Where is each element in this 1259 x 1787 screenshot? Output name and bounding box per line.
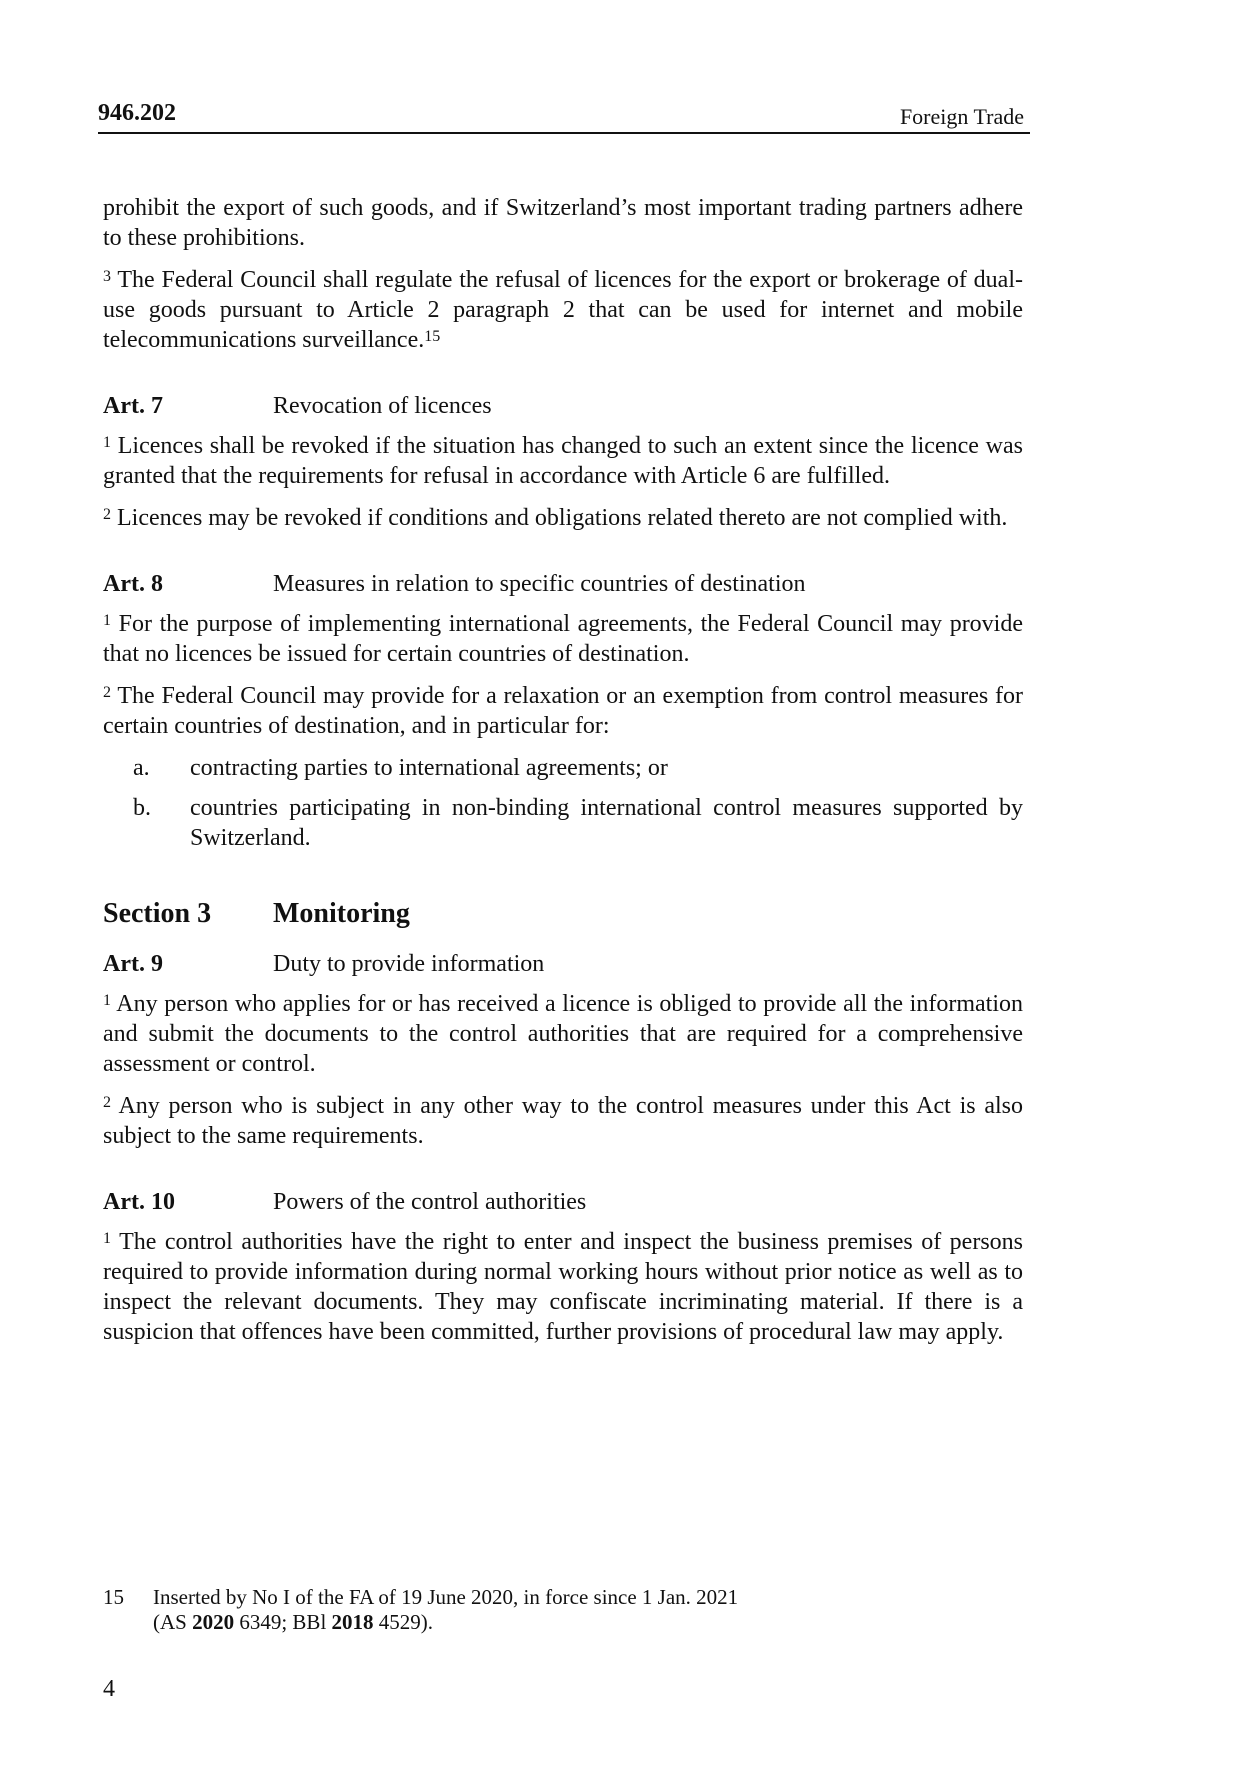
paragraph-number: 1 <box>103 1230 111 1247</box>
list-marker: b. <box>133 795 151 821</box>
paragraph-text: Licences may be revoked if conditions and obligations related thereto are not complied with. <box>117 505 1008 531</box>
article-number: Art. 9 <box>103 951 163 977</box>
list-marker: a. <box>133 755 150 781</box>
enumerated-list <box>103 753 1023 853</box>
footnote-number: 15 <box>103 1585 124 1609</box>
paragraph-text: Any person who applies for or has received a licence is obliged to provide all the information and submit the documents to the control authorities that are required for a comprehensive assessment or control. <box>103 991 1023 1077</box>
footnote-year: 2018 <box>331 1610 374 1634</box>
article-heading <box>103 391 1023 421</box>
paragraph-number: 2 <box>103 1094 111 1111</box>
continuation-paragraph: prohibit the export of such goods, and if Switzerland’s most important trading partners adhere to these prohibitions. <box>103 195 1023 251</box>
paragraph-text: Any person who is subject in any other way to the control measures under this Act is also subject to the same requirements. <box>103 1093 1023 1149</box>
article-number: Art. 8 <box>103 571 163 597</box>
section-title: Monitoring <box>273 898 410 929</box>
article-heading <box>103 949 1023 979</box>
footnote-text: 6349; BBl <box>234 1610 332 1634</box>
article-heading <box>103 569 1023 599</box>
document-title: Foreign Trade <box>899 104 1024 129</box>
paragraph <box>103 1091 1023 1151</box>
main-content <box>103 193 1023 1359</box>
article-title: Duty to provide information <box>273 951 545 977</box>
article-title: Measures in relation to specific countries of destination <box>273 571 806 597</box>
page-header <box>98 96 1030 134</box>
list-item <box>103 753 1023 783</box>
article-heading <box>103 1187 1023 1217</box>
footnote <box>103 1585 1023 1635</box>
paragraph <box>103 1227 1023 1347</box>
paragraph <box>103 431 1023 491</box>
paragraph-text: Licences shall be revoked if the situation has changed to such an extent since the licence was granted that the requirements for refusal in accordance with Article 6 are fulfilled. <box>103 433 1023 489</box>
paragraph-text: For the purpose of implementing international agreements, the Federal Council may provide that no licences be issued for certain countries of destination. <box>103 611 1024 667</box>
footnote-text: 4529). <box>373 1610 434 1634</box>
article-number: Art. 10 <box>103 1189 175 1215</box>
paragraph-number: 1 <box>103 612 111 629</box>
list-item-text: countries participating in non-binding international control measures supported by Switzerland. <box>190 795 1023 851</box>
footnote-year: 2020 <box>192 1610 235 1634</box>
paragraph-text: The Federal Council shall regulate the refusal of licences for the export or brokerage of dual-use goods pursuant to Article 2 paragraph 2 that can be used for internet and mobile telecommunications surveillance. <box>103 267 1023 353</box>
paragraph-number: 3 <box>103 268 111 285</box>
document-number: 946.202 <box>98 100 176 126</box>
footnote-line: Inserted by No I of the FA of 19 June 2020, in force since 1 Jan. 2021 <box>153 1585 739 1609</box>
section-number: Section 3 <box>103 898 212 929</box>
paragraph-text: The Federal Council may provide for a relaxation or an exemption from control measures for certain countries of destination, and in particular for: <box>103 683 1023 739</box>
footnote-body <box>153 1585 738 1635</box>
article-title: Powers of the control authorities <box>273 1189 587 1215</box>
list-item <box>103 793 1023 853</box>
article-number: Art. 7 <box>103 393 163 419</box>
page-number: 4 <box>103 1676 115 1702</box>
footnote-reference[interactable]: 15 <box>424 328 441 345</box>
paragraph-number: 2 <box>103 684 111 701</box>
paragraph <box>103 609 1023 669</box>
paragraph-text: The control authorities have the right to enter and inspect the business premises of persons required to provide information during normal working hours without prior notice as well as to inspect the relevant documents. They may confiscate incriminating material. If there is a suspicion that offences have been committed, further provisions of procedural law may apply. <box>103 1229 1023 1345</box>
section-heading <box>103 899 1023 929</box>
paragraph-number: 1 <box>103 992 111 1009</box>
paragraph <box>103 681 1023 741</box>
footnote-text: (AS <box>153 1610 193 1634</box>
paragraph-number: 1 <box>103 434 111 451</box>
article-title: Revocation of licences <box>273 393 492 419</box>
list-item-text: contracting parties to international agreements; or <box>190 755 668 781</box>
paragraph <box>103 503 1023 533</box>
paragraph <box>103 265 1023 355</box>
paragraph-number: 2 <box>103 506 111 523</box>
paragraph <box>103 989 1023 1079</box>
footnotes <box>103 1585 1023 1635</box>
footnote-line <box>153 1610 738 1635</box>
